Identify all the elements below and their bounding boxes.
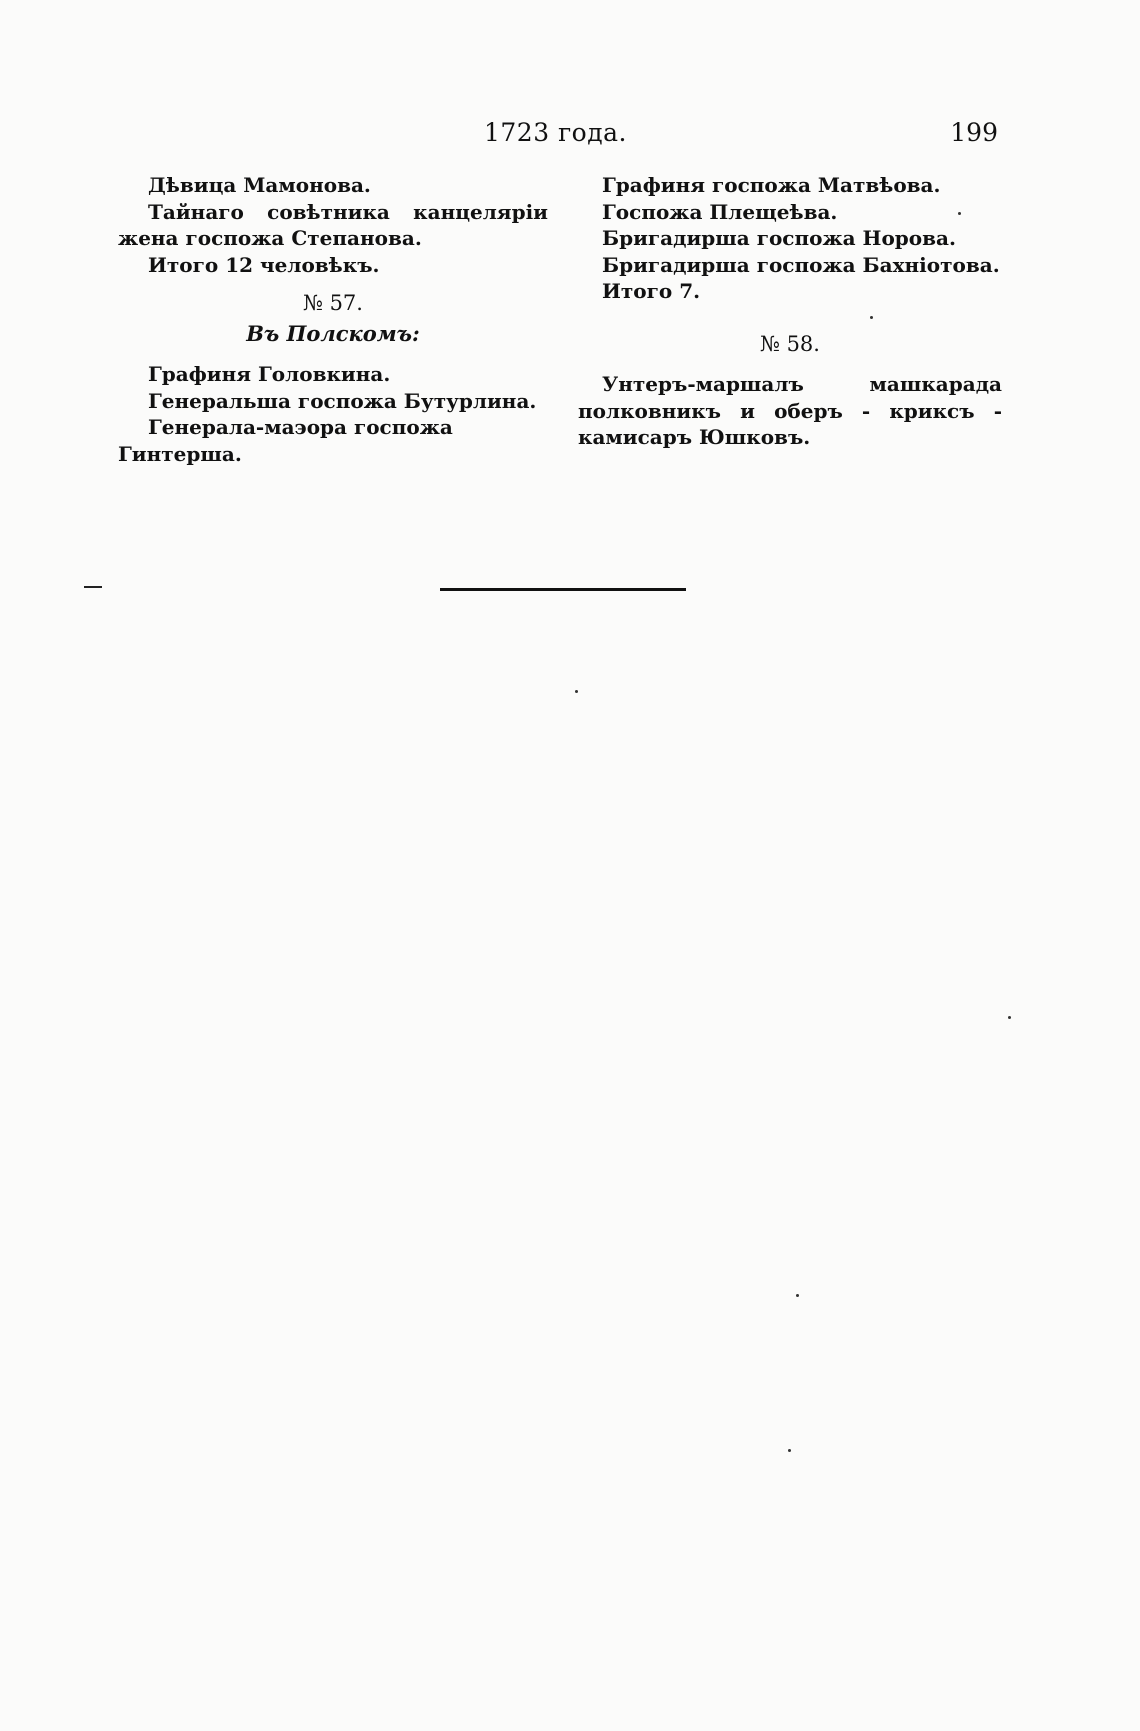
list-item: Госпожа Плещеѣва.	[602, 199, 838, 224]
list-item: Итого 12 человѣкъ.	[148, 252, 380, 277]
list-item: Тайнаго совѣтника канцеляріи жена госпожа Степанова.	[118, 199, 548, 250]
list-item: Графиня госпожа Матвѣова.	[602, 173, 941, 197]
list-item: Бригадирша госпожа Бахніотова.	[602, 252, 1000, 277]
list-item: Генерала-маэора госпожа Гинтерша.	[118, 415, 453, 466]
print-speck	[958, 212, 961, 215]
running-title: 1723 года.	[484, 118, 627, 147]
print-speck	[870, 316, 873, 319]
print-speck	[788, 1449, 791, 1452]
margin-dash	[84, 586, 102, 588]
section-number-57: № 57.	[303, 291, 363, 315]
print-speck	[575, 690, 578, 693]
list-item: Генеральша госпожа Бутурлина.	[148, 388, 537, 413]
list-item: Бригадирша госпожа Норова.	[602, 226, 956, 250]
print-speck	[1008, 1016, 1011, 1019]
page-header	[0, 118, 1140, 152]
section-number-58: № 58.	[760, 331, 820, 356]
list-item: Графиня Головкина.	[148, 362, 391, 386]
section-58-text: Унтеръ-маршалъ машкарада полковникъ и оберъ - криксъ - камисаръ Юшковъ.	[578, 372, 1002, 449]
right-column	[578, 172, 1002, 451]
page-number: 199	[950, 118, 998, 147]
list-item: Итого 7.	[602, 279, 701, 303]
end-rule	[440, 588, 686, 591]
section-heading-57: Въ Полскомъ:	[246, 320, 420, 346]
left-column	[118, 172, 548, 467]
list-item: Дѣвица Мамонова.	[148, 173, 371, 197]
print-speck	[796, 1294, 799, 1297]
